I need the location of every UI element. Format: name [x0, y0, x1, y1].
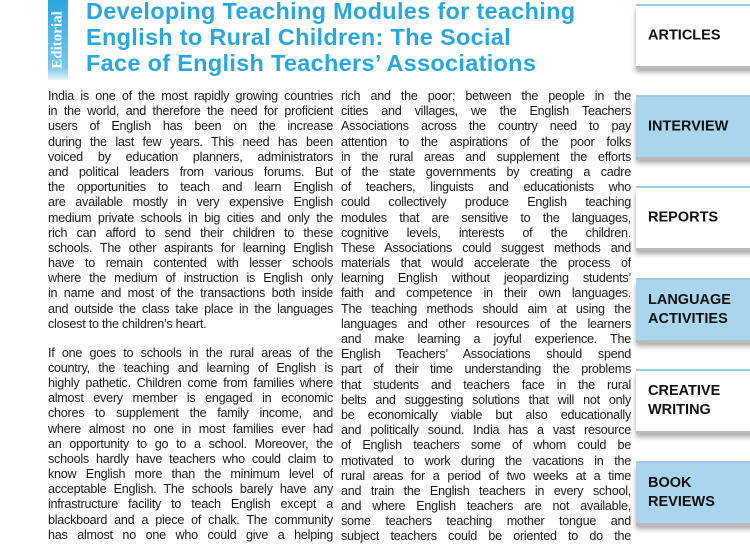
text-line: belts and suggesting solutions that will not only	[341, 392, 631, 407]
text-line: subject teachers could be oriented to do the	[341, 529, 631, 544]
tab-label: REPORTS	[648, 209, 719, 226]
tab-articles[interactable]	[636, 4, 750, 66]
tab-label: INTERVIEW	[648, 118, 729, 135]
text-line: faith and competence in their own languages.	[341, 286, 631, 301]
text-line: attention to the aspirations of the poor folks	[341, 134, 631, 149]
text-line: in the rural areas and supplement the efforts	[341, 149, 631, 164]
text-line: are available mostly in very expensive English	[48, 195, 333, 210]
text-line: closest to the children’s heart.	[48, 316, 207, 331]
tab-label: BOOK REVIEWS	[648, 475, 715, 510]
text-line: cognitive levels, interests of the children.	[341, 225, 631, 240]
text-line: Associations across the country need to pay	[341, 119, 631, 134]
text-line: rural areas for a period of two weeks at a time	[341, 468, 631, 483]
tab-label: CREATIVE WRITING	[648, 383, 721, 418]
tab-language-activities[interactable]	[636, 278, 750, 340]
text-line: has almost no one who could give a helping	[48, 527, 333, 542]
text-line: and train the English teachers in every school,	[341, 483, 631, 498]
text-line: rich and the poor; between the people in the	[341, 89, 631, 103]
text-line: materials that would accelerate the process of	[341, 256, 631, 271]
text-line: in the world, and therefore the need for proficient	[48, 104, 333, 119]
text-line: English Teachers’ Associations should spend	[341, 347, 631, 362]
tab-book-reviews[interactable]	[636, 461, 750, 523]
text-line: and political leaders from various forums. But	[48, 164, 333, 179]
tab-reports[interactable]	[636, 186, 750, 248]
article-title	[86, 0, 631, 76]
text-line: users of English has been on the increase	[48, 119, 333, 134]
text-line: medium private schools in big cities and only the	[48, 210, 333, 225]
text-line: blackboard and a piece of chalk. The community	[48, 512, 333, 527]
tab-label: LANGUAGE ACTIVITIES	[648, 292, 731, 327]
text-line: schools. The other aspirants for learning English	[48, 240, 333, 255]
left-column	[48, 89, 333, 543]
title-line: Developing Teaching Modules for teaching	[86, 0, 576, 24]
text-line: of teachers, linguists and educationists who	[341, 180, 631, 195]
title-line: Face of English Teachers’ Associations	[86, 50, 537, 76]
paragraph	[48, 346, 333, 543]
text-line: These Associations could suggest methods and	[341, 240, 631, 255]
text-line: the opportunities to teach and learn English	[48, 180, 333, 195]
text-line: and outside the class take place in the languages	[48, 301, 333, 316]
text-line: have to remain contented with lesser schools	[48, 256, 333, 271]
text-line: during the last few years. This need has been	[48, 134, 333, 149]
text-line: of the state governments by creating a cadre	[341, 164, 631, 179]
text-line: chores to supplement the family income, and	[48, 406, 333, 421]
text-line: could collectively produce English teaching	[341, 195, 631, 210]
text-line: voiced by education planners, administrators	[48, 149, 333, 164]
text-line: country, the teaching and learning of English is	[48, 360, 333, 375]
text-line: rich can afford to send their children to these	[48, 225, 333, 240]
tab-creative-writing[interactable]	[636, 369, 750, 431]
text-line: acceptable English. The schools barely have any	[48, 482, 333, 497]
text-line: where almost no one in most families ever had	[48, 421, 333, 436]
text-line: part of their time understanding the problems	[341, 362, 631, 377]
text-line: cities and villages, we the English Teachers	[341, 104, 631, 119]
text-line: and where English teachers are not available,	[341, 499, 631, 514]
tab-label: ARTICLES	[648, 27, 721, 44]
text-line: that students and teachers face in the rural	[341, 377, 631, 392]
paragraph-gap	[48, 332, 333, 346]
text-line: some teachers teaching mother tongue and	[341, 514, 631, 529]
text-line: an opportunity to go to a school. Moreover, the	[48, 436, 333, 451]
editorial-label-text: Editorial	[49, 11, 66, 69]
text-line: in name and most of the transactions both inside	[48, 286, 333, 301]
tab-interview[interactable]	[636, 95, 750, 157]
right-column	[341, 89, 631, 545]
paragraph	[48, 89, 333, 332]
text-line: infrastructure facility to teach English except a	[48, 497, 333, 512]
text-line: and make learning a joyful experience. The	[341, 332, 631, 346]
text-line: and politically sound. India has a vast resource	[341, 423, 631, 438]
title-line: English to Rural Children: The Social	[86, 24, 512, 50]
text-line: motivated to work during the vacations in the	[341, 453, 631, 468]
text-line: languages and other resources of the learners	[341, 316, 631, 331]
text-line: be economically viable but also educationally	[341, 407, 631, 422]
text-line: The teaching methods should aim at using the	[341, 301, 631, 316]
text-line: of English teachers some of whom could be	[341, 438, 631, 453]
text-line: almost every member is engaged in economic	[48, 391, 333, 406]
text-line: highly pathetic. Children come from families where	[48, 375, 333, 390]
text-line: schools hardly have teachers who could claim to	[48, 451, 333, 466]
text-line: modules that are sensitive to the languages,	[341, 210, 631, 225]
editorial-section-label	[48, 0, 68, 80]
text-line: where the medium of instruction is English only	[48, 271, 333, 286]
text-line: If one goes to schools in the rural areas of the	[48, 345, 333, 360]
text-line: learning English without jeopardizing students’	[341, 271, 631, 286]
text-line: India is one of the most rapidly growing countries	[48, 89, 333, 103]
text-line: know English more than the minimum level of	[48, 467, 333, 482]
